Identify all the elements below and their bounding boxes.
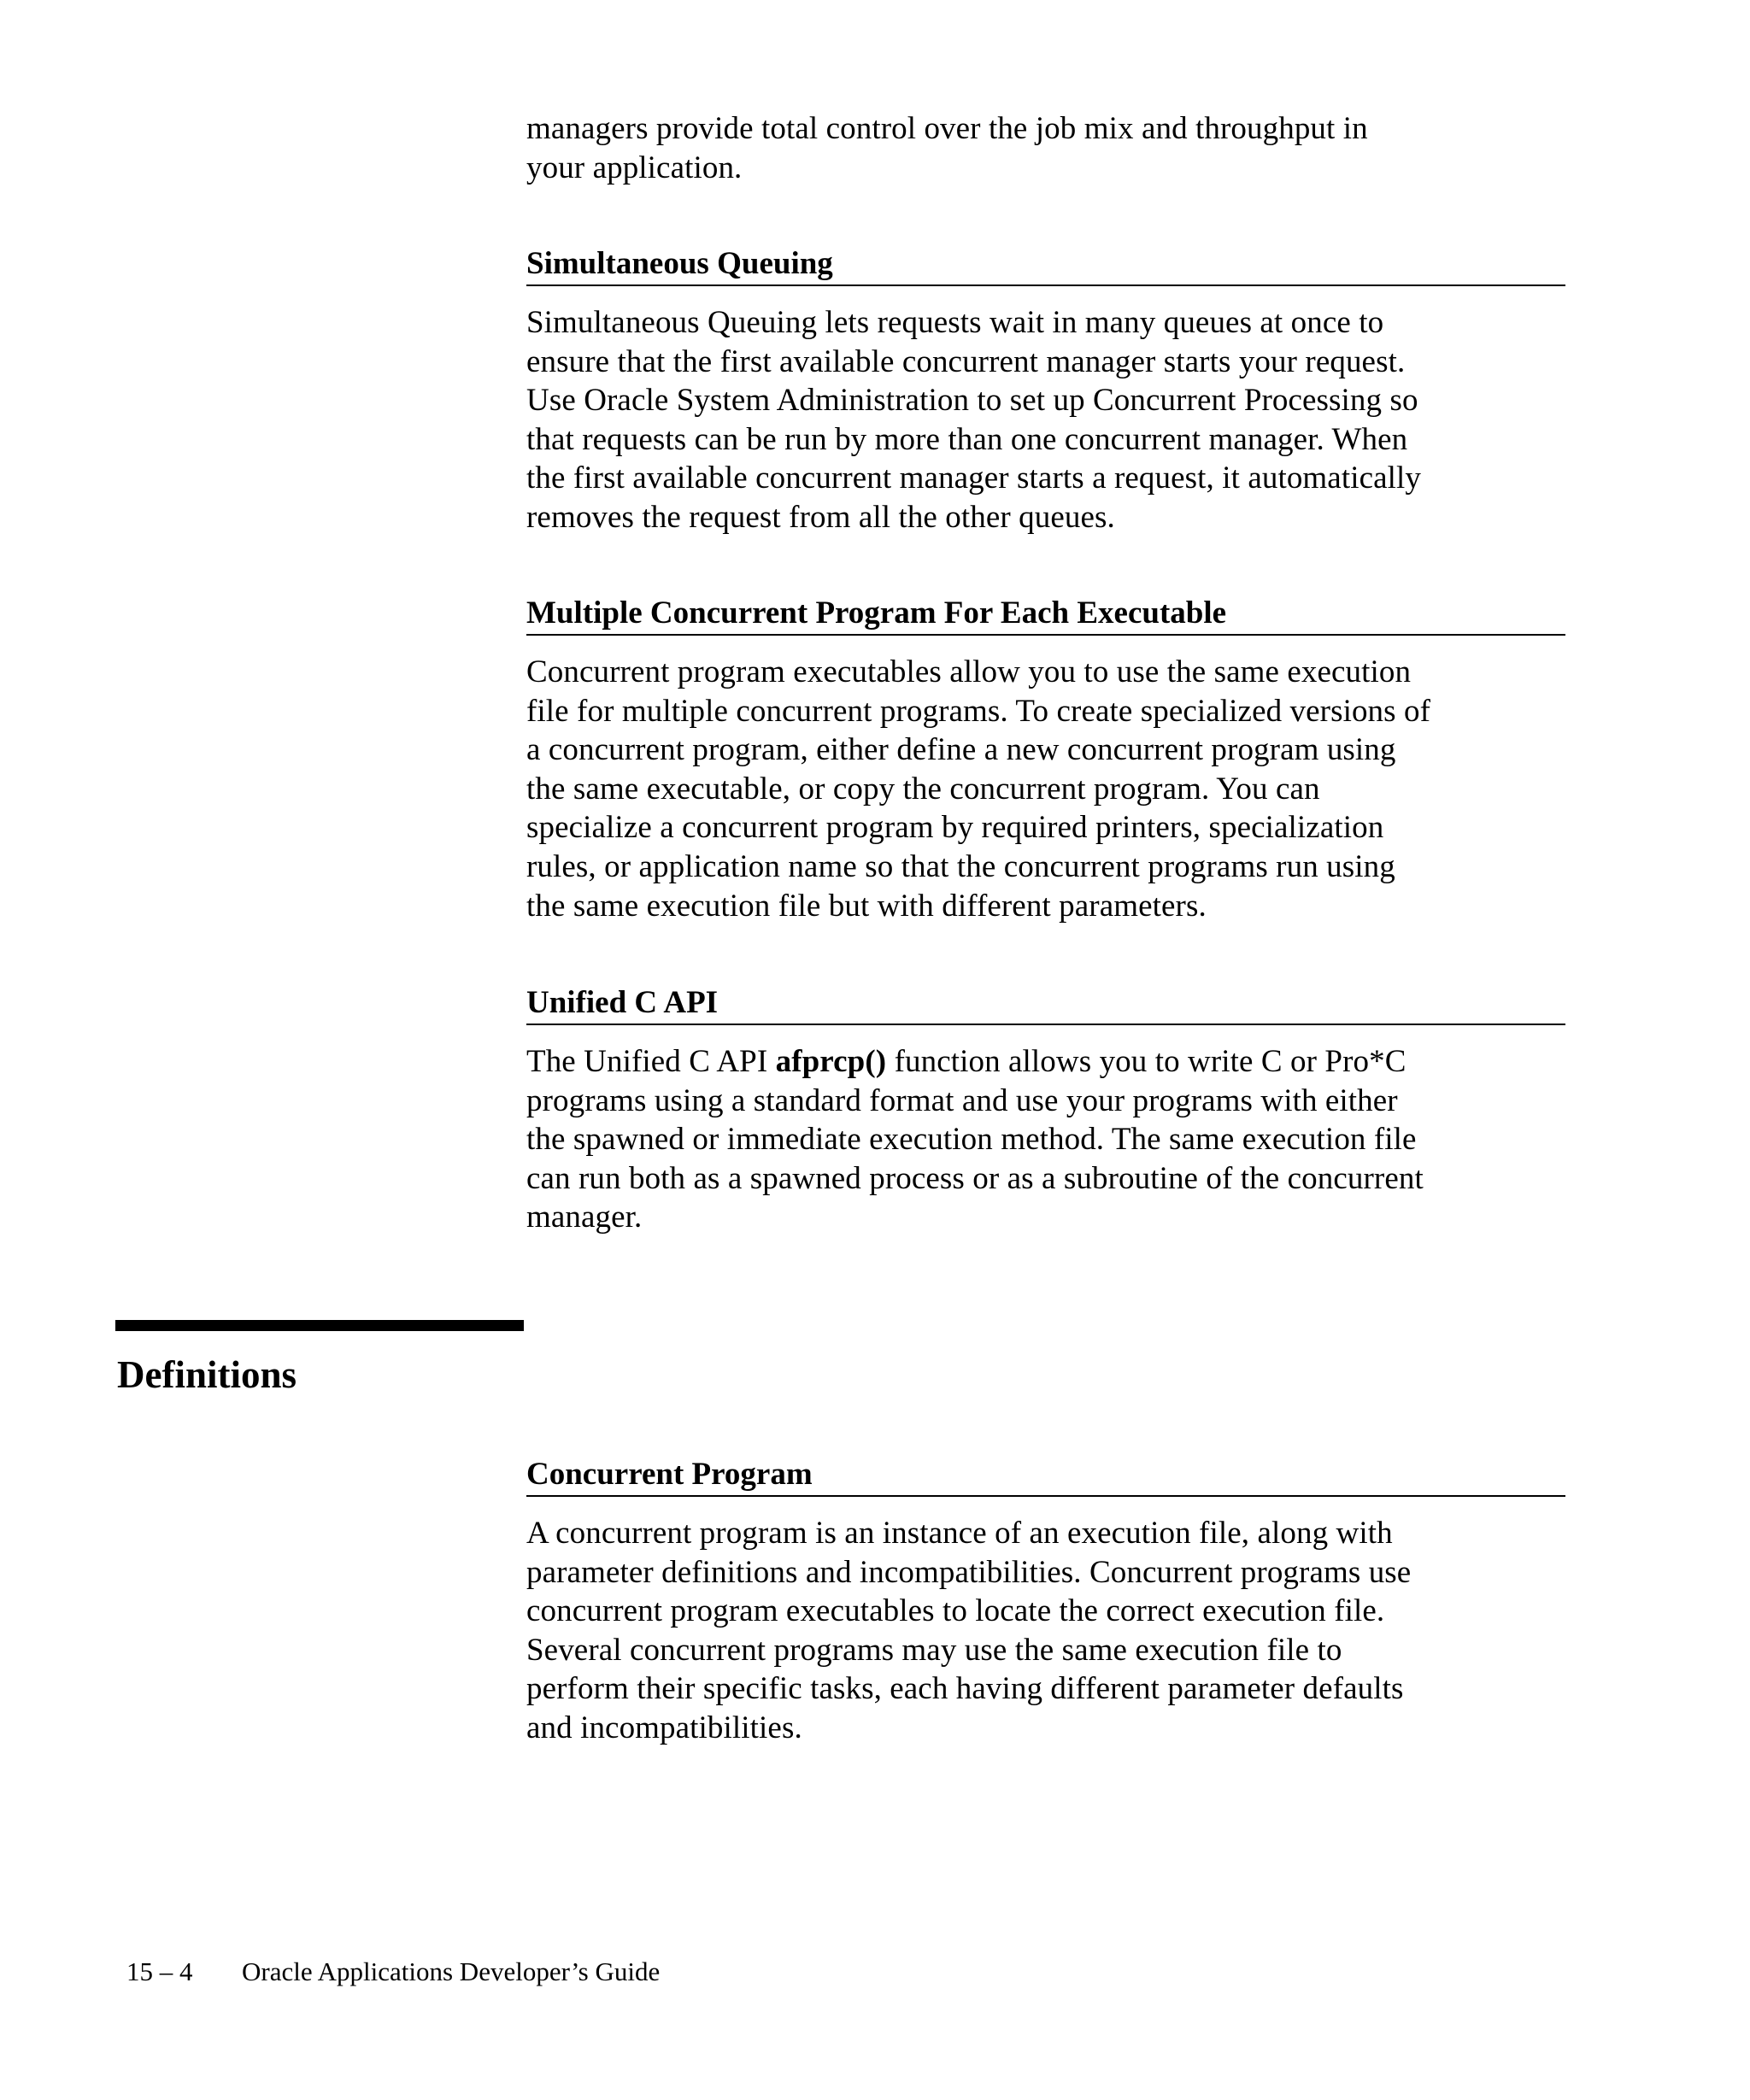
paragraph-line: rules, or application name so that the concurrent programs run using <box>526 848 1395 884</box>
paragraph-line: Simultaneous Queuing lets requests wait in many queues at once to <box>526 305 1384 340</box>
subheading-concurrent-program <box>526 1456 1565 1497</box>
subheading-simultaneous-queuing <box>526 245 1565 286</box>
paragraph-line: concurrent program executables to locate the correct execution file. <box>526 1593 1385 1629</box>
subheading-text: Multiple Concurrent Program For Each Executable <box>526 595 1227 631</box>
intro-paragraph <box>526 109 1565 187</box>
subheading-multiple-concurrent-program <box>526 595 1565 636</box>
text-run: The Unified C API <box>526 1044 776 1079</box>
paragraph-line: the spawned or immediate execution method. The same execution file <box>526 1122 1417 1158</box>
paragraph-unified-c-api <box>526 1042 1565 1237</box>
paragraph-line: that requests can be run by more than one concurrent manager. When <box>526 421 1408 457</box>
paragraph-line: Several concurrent programs may use the same execution file to <box>526 1632 1342 1668</box>
paragraph-line: A concurrent program is an instance of an execution file, along with <box>526 1516 1393 1551</box>
paragraph-concurrent-program <box>526 1514 1565 1748</box>
paragraph-line: the same execution file but with different parameters. <box>526 888 1207 924</box>
subheading-text: Simultaneous Queuing <box>526 246 833 281</box>
paragraph-line: and incompatibilities. <box>526 1710 802 1745</box>
paragraph-line: perform their specific tasks, each having different parameter defaults <box>526 1671 1404 1707</box>
text-run: function allows you to write C or Pro*C <box>886 1044 1406 1079</box>
paragraph-line: removes the request from all the other queues. <box>526 499 1115 535</box>
paragraph-line: Use Oracle System Administration to set up Concurrent Processing so <box>526 383 1418 419</box>
paragraph-line: can run both as a spawned process or as a subroutine of the concurrent <box>526 1160 1424 1196</box>
paragraph-line: Concurrent program executables allow you to use the same execution <box>526 654 1412 689</box>
section-title: Definitions <box>117 1353 297 1396</box>
paragraph-line: ensure that the first available concurrent manager starts your request. <box>526 343 1406 379</box>
paragraph-line: specialize a concurrent program by required printers, specialization <box>526 810 1384 846</box>
section-rule <box>115 1320 524 1331</box>
paragraph-simultaneous-queuing <box>526 303 1565 537</box>
footer-page-number: 15 – 4 <box>126 1956 193 1986</box>
subheading-unified-c-api <box>526 984 1565 1025</box>
paragraph-line: file for multiple concurrent programs. To create specialized versions of <box>526 693 1431 729</box>
paragraph-line: manager. <box>526 1200 643 1235</box>
paragraph-line: the same executable, or copy the concurrent program. You can <box>526 771 1320 807</box>
paragraph-line: a concurrent program, either define a new concurrent program using <box>526 732 1396 768</box>
paragraph-line <box>526 1042 1565 1082</box>
paragraph-line: parameter definitions and incompatibilities. Concurrent programs use <box>526 1554 1412 1590</box>
subheading-text: Concurrent Program <box>526 1457 813 1492</box>
function-name: afprcp() <box>775 1044 887 1079</box>
subheading-text: Unified C API <box>526 985 719 1020</box>
intro-line: managers provide total control over the job mix and throughput in <box>526 111 1368 146</box>
paragraph-multiple-concurrent-program <box>526 653 1565 925</box>
paragraph-line: the first available concurrent manager starts a request, it automatically <box>526 460 1421 496</box>
footer-book-title: Oracle Applications Developer’s Guide <box>242 1956 661 1986</box>
intro-line: your application. <box>526 150 743 185</box>
paragraph-line: programs using a standard format and use your programs with either <box>526 1082 1398 1118</box>
